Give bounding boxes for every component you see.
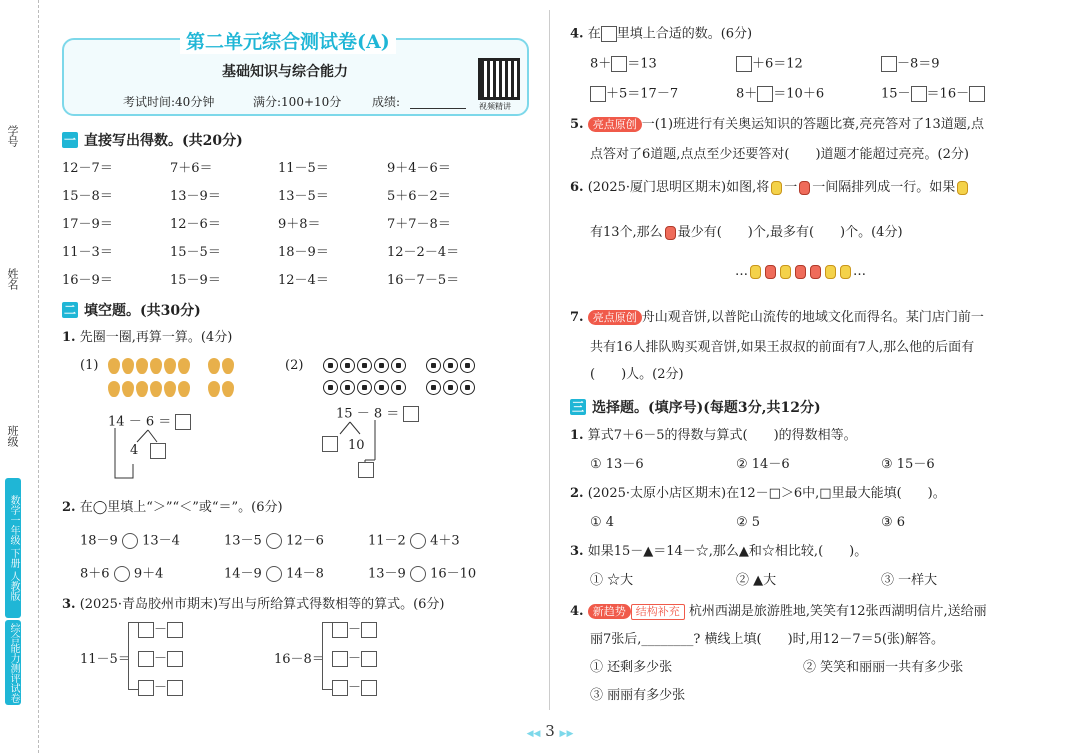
section-2-heading: 二 填空题。(共30分): [63, 303, 201, 319]
page-title: 第二单元综合测试卷(A): [180, 27, 396, 54]
option[interactable]: ③ 6: [881, 515, 906, 530]
q4-row2-c: 15－ ＝16－: [881, 86, 985, 103]
sidebar-name: 姓名: [6, 268, 19, 290]
math-item: 13－5＝: [278, 189, 329, 204]
answer-box[interactable]: [322, 436, 338, 452]
qr-code[interactable]: [478, 58, 520, 100]
answer-box[interactable]: [361, 651, 377, 667]
q6-line2: 有13个,那么 最少有( )个,最多有( )个。(4分): [590, 225, 903, 240]
compare-item: 11－2 4＋3: [368, 533, 460, 549]
answer-box[interactable]: [403, 406, 419, 422]
part-2-label: (2): [285, 358, 304, 373]
option[interactable]: ② 笑笑和丽丽一共有多少张: [803, 660, 964, 675]
answer-box[interactable]: [358, 462, 374, 478]
math-item: 16－7－5＝: [387, 273, 460, 288]
math-item: 17－9＝: [62, 217, 113, 232]
compare-circle[interactable]: [122, 533, 138, 549]
answer-box[interactable]: [757, 86, 773, 102]
math-item: 7＋6＝: [170, 161, 213, 176]
math-item: 13－9＝: [170, 189, 221, 204]
q2-3-prompt: 3. (2025·青岛胶州市期末)写出与所给算式得数相等的算式。(6分): [62, 597, 445, 612]
option[interactable]: ② 14－6: [736, 457, 790, 472]
ball-group: [323, 358, 423, 399]
compare-item: 13－9 16－10: [368, 566, 477, 582]
q4-row2-b: 8＋ ＝10＋6: [736, 86, 825, 102]
compare-item: 18－9 13－4: [80, 533, 180, 549]
answer-box[interactable]: [881, 56, 897, 72]
answer-box[interactable]: [150, 443, 166, 459]
section-number-icon: 二: [63, 303, 76, 317]
math-item: 15－9＝: [170, 273, 221, 288]
full-score: 满分:100+10分: [253, 95, 342, 109]
answer-box[interactable]: [590, 86, 606, 102]
q7-line3: ( )人。(2分): [590, 367, 684, 382]
split-number: 4: [130, 443, 139, 458]
compare-item: 13－5 12－6: [224, 533, 324, 549]
q5-line1: 5. 亮点原创 一(1)班进行有关奥运知识的答题比赛,亮亮答对了13道题,点: [570, 117, 984, 132]
option[interactable]: ① 13－6: [590, 457, 644, 472]
part-1-label: (1): [80, 358, 99, 373]
qr-label: 视频精讲: [479, 102, 511, 111]
section-number-icon: 一: [63, 133, 76, 147]
answer-box[interactable]: [167, 622, 183, 638]
math-item: 7＋7－8＝: [387, 217, 451, 232]
sidebar-student-no: 学号: [6, 125, 19, 147]
section-1-heading: 一 直接写出得数。(共20分): [63, 133, 243, 149]
yellow-lantern-icon: [957, 181, 968, 195]
math-item: 12－4＝: [278, 273, 329, 288]
page-number: ◀◀ 3 ▶▶: [526, 722, 574, 740]
original-badge: 亮点原创: [588, 310, 642, 325]
answer-box[interactable]: [138, 680, 154, 696]
option[interactable]: ① ☆大: [590, 573, 634, 588]
pear-group-2: [208, 358, 242, 401]
compare-item: 8＋6 9＋4: [80, 566, 164, 582]
answer-box[interactable]: [736, 56, 752, 72]
compare-circle[interactable]: [410, 566, 426, 582]
option[interactable]: ① 还剩多少张: [590, 660, 673, 675]
compare-circle[interactable]: [410, 533, 426, 549]
answer-box[interactable]: [332, 651, 348, 667]
equation-2: 15 － 8 ＝: [336, 406, 419, 423]
math-item: 11－5＝: [278, 161, 329, 176]
c1-prompt: 1. 算式7＋6－5的得数与算式( )的得数相等。: [570, 428, 857, 443]
lantern-row: … …: [735, 264, 866, 279]
structure-badge: 结构补充: [631, 604, 685, 620]
q3-left-expr: 11－5＝: [80, 652, 131, 667]
q7-line1: 7. 亮点原创 舟山观音饼,以普陀山流传的地域文化而得名。某门店门前一: [570, 310, 984, 325]
q4-prompt: 4. 在 里填上合适的数。(6分): [570, 26, 753, 42]
c4-line2: 丽7张后,________? 横线上填( )时,用12－7＝5(张)解答。: [590, 632, 945, 647]
math-item: 15－5＝: [170, 245, 221, 260]
compare-circle[interactable]: [266, 533, 282, 549]
q3-right-bracket: [322, 622, 332, 690]
q5-line2: 点答对了6道题,点点至少还要答对( )道题才能超过亮亮。(2分): [590, 147, 969, 162]
answer-box[interactable]: [332, 622, 348, 638]
math-item: 16－9＝: [62, 273, 113, 288]
answer-box[interactable]: [138, 622, 154, 638]
answer-box[interactable]: [138, 651, 154, 667]
section-number-icon: 三: [571, 400, 584, 414]
math-item: 9＋4－6＝: [387, 161, 451, 176]
q3-right-expr: 16－8＝: [274, 652, 325, 667]
pear-group: [108, 358, 208, 401]
answer-box[interactable]: [911, 86, 927, 102]
split-number: 10: [348, 438, 365, 453]
page-divider: [549, 10, 550, 710]
answer-box[interactable]: [332, 680, 348, 696]
math-item: 15－8＝: [62, 189, 113, 204]
q3-left-bracket: [128, 622, 138, 690]
answer-box[interactable]: [361, 680, 377, 696]
compare-circle[interactable]: [266, 566, 282, 582]
ball-group-2: [426, 358, 486, 399]
score-label: 成绩:: [372, 95, 401, 109]
answer-box[interactable]: [611, 56, 627, 72]
section-3-heading: 三 选择题。(填序号)(每题3分,共12分): [571, 400, 821, 416]
q4-row1-a: 8＋ ＝13: [590, 56, 657, 72]
sidebar-book: 数学一年级 下册 人教版: [5, 478, 21, 618]
option[interactable]: ③ 丽丽有多少张: [590, 688, 686, 703]
option[interactable]: ② 5: [736, 515, 761, 530]
answer-box[interactable]: [175, 414, 191, 430]
c4-line1: 4. 新趋势 结构补充 杭州西湖是旅游胜地,笑笑有12张西湖明信片,送给丽: [570, 604, 987, 619]
math-item: 12－7＝: [62, 161, 113, 176]
math-item: 5＋6－2＝: [387, 189, 451, 204]
sidebar-series: 综合能力测评试卷: [5, 620, 21, 705]
compare-circle[interactable]: [114, 566, 130, 582]
exam-time: 考试时间:40分钟: [123, 95, 215, 109]
option[interactable]: ② ▲大: [736, 573, 777, 588]
compare-item: 14－9 14－8: [224, 566, 324, 582]
answer-box[interactable]: [167, 651, 183, 667]
option[interactable]: ③ 15－6: [881, 457, 935, 472]
q7-line2: 共有16人排队购买观音饼,如果王叔叔的前面有7人,那么他的后面有: [590, 340, 975, 355]
sidebar-class: 班级: [6, 425, 19, 447]
math-item: 9＋8＝: [278, 217, 321, 232]
q4-row1-c: －8＝9: [881, 56, 940, 73]
option[interactable]: ③ 一样大: [881, 573, 938, 588]
equation-1: 14 － 6 ＝: [108, 414, 191, 431]
q4-row1-b: ＋6＝12: [736, 56, 803, 73]
trend-badge: 新趋势: [588, 604, 631, 619]
original-badge: 亮点原创: [588, 117, 642, 132]
answer-box[interactable]: [167, 680, 183, 696]
yellow-lantern-icon: [771, 181, 782, 195]
math-item: 12－6＝: [170, 217, 221, 232]
q2-2-prompt: 2. 在◯里填上“＞”“＜”或“＝”。(6分): [62, 500, 283, 515]
red-lantern-icon: [799, 181, 810, 195]
q2-1-prompt: 1. 先圈一圈,再算一算。(4分): [62, 330, 233, 345]
math-item: 11－3＝: [62, 245, 113, 260]
math-item: 18－9＝: [278, 245, 329, 260]
red-lantern-icon: [665, 226, 676, 240]
answer-box[interactable]: [361, 622, 377, 638]
q6-line1: 6. (2025·厦门思明区期末)如图,将 一 一间隔排列成一行。如果: [570, 180, 970, 196]
option[interactable]: ① 4: [590, 515, 615, 530]
subtitle: 基础知识与综合能力: [222, 64, 348, 80]
c3-prompt: 3. 如果15－▲＝14－☆,那么▲和☆相比较,( )。: [570, 544, 868, 559]
math-item: 12－2－4＝: [387, 245, 460, 260]
answer-box[interactable]: [969, 86, 985, 102]
q4-row2-a: ＋5＝17－7: [590, 86, 678, 103]
c2-prompt: 2. (2025·太原小店区期末)在12－□＞6中,□里最大能填( )。: [570, 486, 946, 501]
left-sidebar: [0, 0, 50, 753]
